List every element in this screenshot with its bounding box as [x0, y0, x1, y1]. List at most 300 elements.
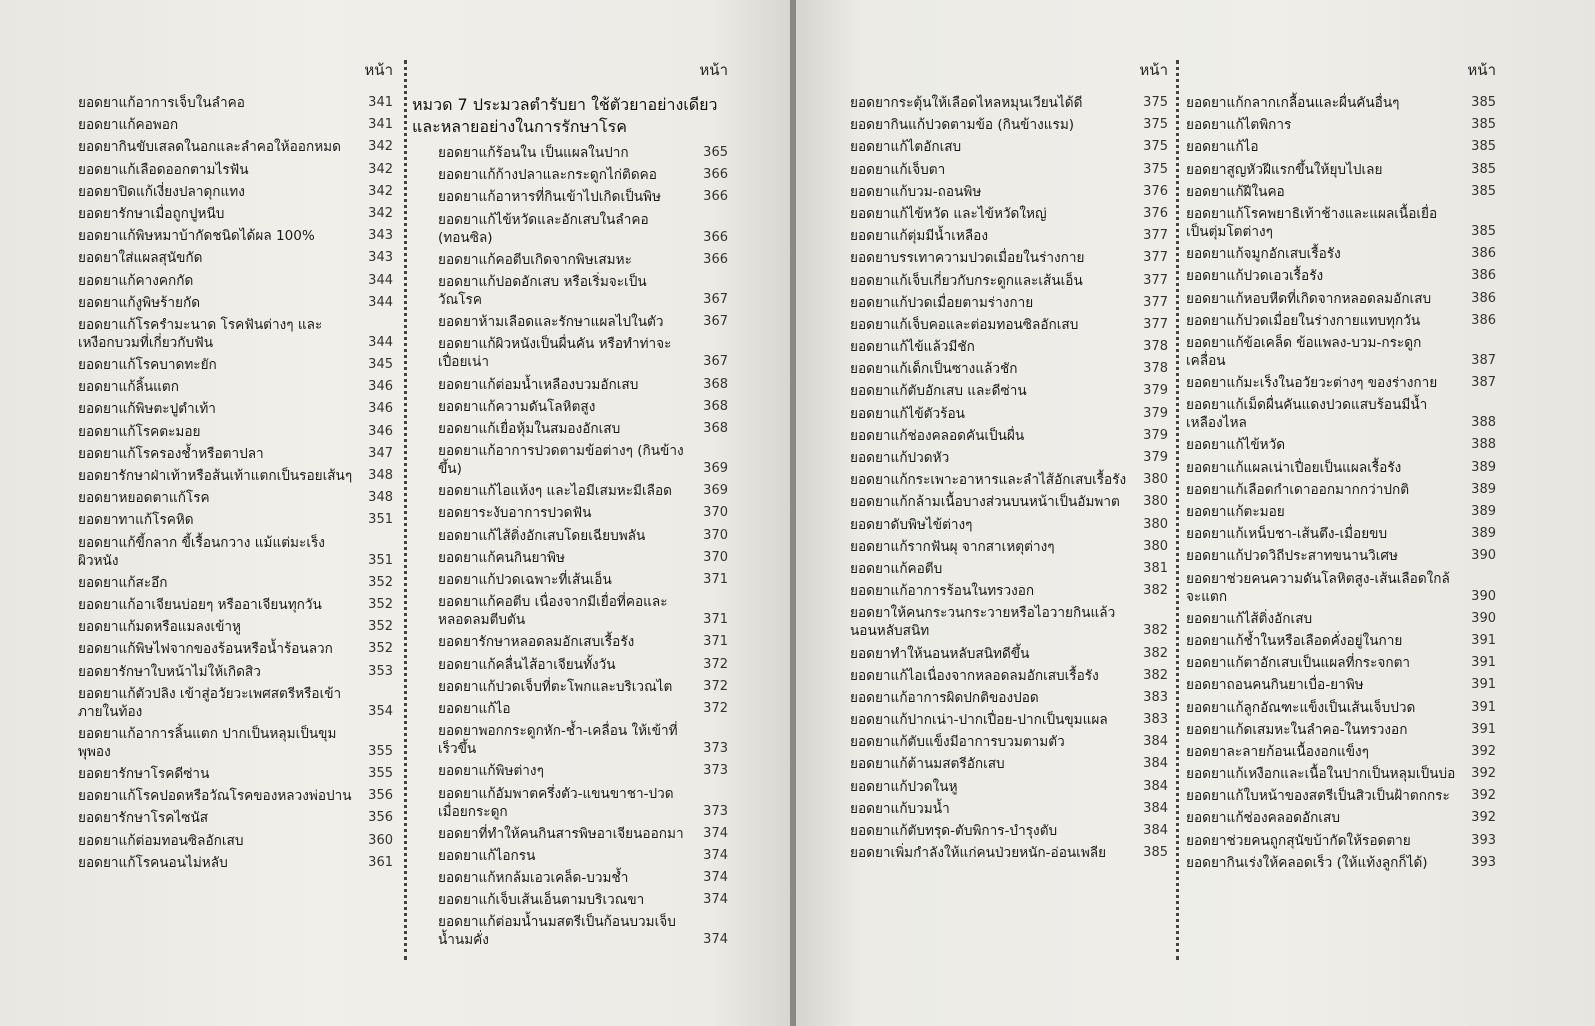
- toc-entry: [78, 618, 393, 636]
- toc-entry-page: 386: [1471, 290, 1496, 306]
- toc-entry-page: 346: [368, 401, 393, 417]
- toc-entry-title: ยอดยารักษาโรคดีซ่าน: [78, 766, 210, 783]
- toc-entry-title: ยอดยาแก้โรครำมะนาด โรคฟันต่างๆ และเหงือกบวมที่เกี่ยวกับฟัน: [78, 316, 323, 351]
- toc-entry-page: 366: [703, 251, 728, 267]
- toc-entry-title: ยอดยาแก้ปวดเอวเรื้อรัง: [1186, 268, 1324, 285]
- toc-entry-title: ยอดยาระงับอาการปวดฟัน: [438, 505, 592, 522]
- toc-entry-page: 374: [703, 892, 728, 908]
- toc-entry: [1186, 721, 1496, 739]
- toc-entry-page: 352: [368, 641, 393, 657]
- toc-entry-page: 343: [368, 250, 393, 266]
- toc-entry: [438, 376, 728, 394]
- toc-entry: [850, 294, 1168, 312]
- toc-entry-title: ยอดยากินขับเสลดในอกและลำคอให้ออกหมด: [78, 139, 341, 156]
- toc-entry-title: ยอดยาแก้บวม-ถอนพิษ: [850, 183, 982, 200]
- dotted-separator: [404, 60, 407, 960]
- toc-entry-title: ยอดยาแก้ความดันโลหิตสูง: [438, 398, 596, 415]
- toc-entry-page: 384: [1143, 778, 1168, 794]
- toc-entry-title: ยอดยาแก้ลิ้นแตก: [78, 379, 179, 396]
- toc-entry-page: 385: [1471, 161, 1496, 177]
- toc-entry-title: ยอดยาแก้ไข้ตัวร้อน: [850, 405, 965, 422]
- toc-entry-page: 391: [1471, 632, 1496, 648]
- toc-entry-title: ยอดยาแก้พิษหมาบ้ากัดชนิดได้ผล 100%: [78, 228, 315, 245]
- toc-entry: [78, 467, 393, 485]
- toc-entry-page: 391: [1471, 677, 1496, 693]
- toc-entry-title: ยอดยาแก้ปากเน่า-ปากเปื่อย-ปากเป็นขุมแผล: [850, 712, 1108, 729]
- toc-entry-page: 352: [368, 574, 393, 590]
- toc-entry-title: ยอดยาแก้ตัวปลิง เข้าสู่อวัยวะเพศสตรีหรือเข้าภายในท้อง: [78, 685, 342, 720]
- toc-entry-page: 355: [368, 743, 393, 759]
- toc-entry-page: 375: [1143, 161, 1168, 177]
- toc-entry-page: 382: [1143, 583, 1168, 599]
- toc-entry-title: ยอดยาแก้อาการเจ็บในลำคอ: [78, 95, 245, 111]
- toc-entry: [78, 663, 393, 681]
- toc-entry-page: 376: [1143, 183, 1168, 199]
- toc-entry-page: 366: [703, 189, 728, 205]
- toc-entry: [78, 685, 393, 721]
- toc-entry: [438, 504, 728, 522]
- toc-entry-page: 345: [368, 357, 393, 373]
- toc-entry-title: ยอดยาแก้กลากเกลื้อนและผื่นคันอื่นๆ: [1186, 95, 1400, 111]
- toc-entry-page: 391: [1471, 699, 1496, 715]
- toc-entry-title: ยอดยาดับพิษไข้ต่างๆ: [850, 516, 973, 533]
- toc-entry-title: ยอดยาแก้ปอดอักเสบ หรือเริ่มจะเป็นวัณโรค: [438, 273, 647, 308]
- toc-entry-page: 346: [368, 379, 393, 395]
- toc-entry-page: 361: [368, 854, 393, 870]
- toc-entry: [78, 272, 393, 290]
- toc-entry-page: 373: [703, 803, 728, 819]
- toc-entry: [850, 227, 1168, 245]
- toc-entry-page: 369: [703, 483, 728, 499]
- toc-entry-page: 371: [703, 572, 728, 587]
- toc-entry-title: ยอดยาแก้ปวดวิถีประสาทขนานวิเศษ: [1186, 548, 1399, 565]
- toc-entry: [850, 711, 1168, 729]
- toc-entry-page: 371: [703, 634, 728, 650]
- toc-entry-page: 377: [1143, 294, 1168, 310]
- toc-list: [850, 94, 1168, 866]
- toc-entry-title: ยอดยาแก้ไอเนื่องจากหลอดลมอักเสบเรื้อรัง: [850, 667, 1099, 684]
- toc-entry: [1186, 436, 1496, 454]
- toc-entry-title: ยอดยาแก้ไอแห้งๆ และไอมีเสมหะมีเลือด: [438, 483, 672, 500]
- toc-entry: [850, 161, 1168, 179]
- toc-entry: [1186, 290, 1496, 308]
- toc-entry: [850, 667, 1168, 685]
- toc-entry-page: 388: [1471, 437, 1496, 453]
- toc-entry-page: 343: [368, 228, 393, 244]
- toc-entry-title: ยอดยาแก้ปวดหัว: [850, 450, 950, 466]
- toc-entry-title: ยอดยาแก้แผลเน่าเปื่อยเป็นแผลเรื้อรัง: [1186, 459, 1402, 476]
- toc-entry-page: 375: [1143, 139, 1168, 155]
- toc-entry: [1186, 396, 1496, 432]
- toc-entry: [78, 511, 393, 529]
- toc-entry-page: 377: [1143, 272, 1168, 288]
- toc-entry-title: ยอดยาแก้เหงือกและเนื้อในปากเป็นหลุมเป็นบ่อ: [1186, 766, 1456, 783]
- toc-entry-page: 374: [703, 932, 728, 948]
- toc-entry: [78, 489, 393, 507]
- toc-entry-page: 371: [703, 612, 728, 628]
- toc-entry: [438, 913, 728, 949]
- toc-entry-title: ยอดยาแก้ปวดเมื่อยตามร่างกาย: [850, 294, 1034, 311]
- toc-entry-title: ยอดยารักษาใบหน้าไม่ให้เกิดสิว: [78, 663, 261, 680]
- toc-entry-page: 367: [703, 354, 728, 370]
- toc-entry-title: ยอดยาแก้มะเร็งในอวัยวะต่างๆ ของร่างกาย: [1186, 375, 1438, 392]
- toc-entry: [1186, 116, 1496, 134]
- toc-entry: [850, 645, 1168, 663]
- toc-entry: [850, 516, 1168, 534]
- toc-entry-page: 381: [1143, 560, 1168, 576]
- toc-entry-title: ยอดยาแก้เม็ดผื่นคันแดงปวดแสบร้อนมีน้ำเหลืองไหล: [1186, 397, 1428, 432]
- toc-entry: [850, 733, 1168, 751]
- toc-entry-page: 355: [368, 766, 393, 782]
- toc-entry-title: ยอดยาแก้ต่อมน้ำเหลืองบวมอักเสบ: [438, 376, 639, 393]
- toc-entry-title: ยอดยาแก้ตับทรุด-ตับพิการ-บำรุงตับ: [850, 823, 1058, 839]
- toc-entry-title: ยอดยาแก้ช่องคลอดคันเป็นผื่น: [850, 427, 1025, 444]
- toc-entry: [850, 560, 1168, 578]
- toc-entry-page: 366: [703, 167, 728, 183]
- toc-entry-page: 346: [368, 423, 393, 439]
- toc-entry: [850, 582, 1168, 600]
- toc-entry-title: ยอดยาแก้พิษไฟจากของร้อนหรือน้ำร้อนลวก: [78, 641, 333, 658]
- toc-entry-page: 391: [1471, 721, 1496, 737]
- toc-entry: [78, 423, 393, 441]
- toc-entry-page: 351: [368, 512, 393, 528]
- toc-entry: [1186, 525, 1496, 543]
- toc-entry: [78, 138, 393, 156]
- toc-entry-title: ยอดยาที่ทำให้คนกินสารพิษอาเจียนออกมา: [438, 825, 684, 842]
- toc-entry-title: ยอดยาแก้เด็กเป็นซางแล้วชัก: [850, 361, 1018, 378]
- toc-entry-title: ยอดยารักษาฝ่าเท้าหรือส้นเท้าแตกเป็นรอยเส้นๆ: [78, 468, 353, 484]
- toc-entry-title: ยอดยากระตุ้นให้เลือดไหลหมุนเวียนได้ดี: [850, 95, 1083, 111]
- toc-entry-title: ยอดยาแก้อัมพาตครึ่งตัว-แขนขาชา-ปวดเมื่อยกระดูก: [438, 785, 674, 820]
- toc-entry-page: 368: [703, 398, 728, 414]
- toc-entry-page: 372: [703, 678, 728, 694]
- toc-entry-title: ยอดยาแก้บวมน้ำ: [850, 800, 950, 817]
- toc-entry: [1186, 654, 1496, 672]
- toc-entry-title: ยอดยาถอนคนกินยาเบื่อ-ยาพิษ: [1186, 677, 1364, 694]
- toc-entry-page: 390: [1471, 548, 1496, 564]
- toc-entry-page: 380: [1143, 472, 1168, 488]
- toc-entry-title: ยอดยาแก้เจ็บตา: [850, 161, 946, 178]
- toc-entry: [1186, 809, 1496, 827]
- toc-entry-title: ยอดยาห้ามเลือดและรักษาแผลไปในตัว: [438, 314, 664, 331]
- toc-entry: [850, 405, 1168, 423]
- toc-entry-title: ยอดยาแก้ตับอักเสบ และดีซ่าน: [850, 383, 1027, 400]
- toc-entry-page: 354: [368, 703, 393, 719]
- toc-entry: [438, 166, 728, 184]
- toc-entry-page: 342: [368, 161, 393, 177]
- dotted-separator: [1176, 60, 1179, 960]
- toc-entry: [850, 689, 1168, 707]
- toc-entry: [438, 869, 728, 887]
- toc-entry: [850, 755, 1168, 773]
- toc-entry: [1186, 743, 1496, 761]
- toc-entry-title: ยอดยารักษาโรคไซนัส: [78, 810, 209, 827]
- toc-entry: [438, 482, 728, 500]
- toc-entry: [850, 800, 1168, 818]
- toc-entry: [438, 571, 728, 589]
- toc-entry-title: ยอดยาแก้เยื่อหุ้มในสมองอักเสบ: [438, 420, 621, 437]
- toc-entry-page: 341: [368, 95, 393, 110]
- toc-entry-page: 377: [1143, 316, 1168, 332]
- toc-list: [412, 94, 728, 954]
- toc-entry-title: ยอดยาแก้ข้อเคล็ด ข้อแพลง-บวม-กระดูกเคลื่อน: [1186, 334, 1422, 369]
- toc-entry: [78, 725, 393, 761]
- toc-entry-page: 386: [1471, 246, 1496, 262]
- toc-entry: [438, 335, 728, 371]
- toc-entry-page: 385: [1471, 183, 1496, 199]
- toc-entry-page: 373: [703, 741, 728, 757]
- toc-entry-page: 382: [1143, 667, 1168, 683]
- toc-entry: [78, 854, 393, 872]
- toc-entry-page: 383: [1143, 689, 1168, 705]
- toc-entry-page: 373: [703, 763, 728, 779]
- toc-entry-page: 356: [368, 810, 393, 826]
- toc-entry-title: ยอดยารักษาเมื่อถูกปูหนีบ: [78, 205, 225, 222]
- toc-entry: [850, 249, 1168, 267]
- toc-entry-title: ยอดยาแก้ช่องคลอดอักเสบ: [1186, 810, 1340, 827]
- toc-entry: [1186, 267, 1496, 285]
- toc-entry-title: ยอดยาแก้ปวดเจ็บที่ตะโพกและบริเวณไต: [438, 678, 673, 695]
- toc-entry: [850, 538, 1168, 556]
- toc-entry: [438, 593, 728, 629]
- toc-entry-page: 341: [368, 117, 393, 133]
- toc-entry-title: ยอดยาแก้ไข้แล้วมีชัก: [850, 339, 975, 356]
- toc-entry-title: ยอดยาแก้เลือดกำเดาออกมากกว่าปกติ: [1186, 481, 1410, 498]
- toc-entry-title: ยอดยาแก้ช้ำในหรือเลือดคั่งอยู่ในกาย: [1186, 632, 1403, 649]
- toc-entry-page: 366: [703, 229, 728, 245]
- toc-entry-page: 392: [1471, 810, 1496, 826]
- toc-entry-title: ยอดยารักษาหลอดลมอักเสบเรื้อรัง: [438, 634, 635, 651]
- toc-entry: [438, 722, 728, 758]
- toc-entry: [78, 832, 393, 850]
- toc-entry-page: 389: [1471, 459, 1496, 475]
- toc-entry: [438, 398, 728, 416]
- toc-entry-page: 379: [1143, 405, 1168, 421]
- toc-entry: [850, 844, 1168, 862]
- toc-entry-title: ยอดยาทำให้นอนหลับสนิทดีขึ้น: [850, 645, 1030, 662]
- toc-entry-title: ยอดยาแก้รากฟันผุ จากสาเหตุต่างๆ: [850, 538, 1055, 555]
- toc-entry-title: ยอดยาแก้สะอึก: [78, 574, 168, 591]
- toc-entry-title: ยอดยาแก้ตับแข็งมีอาการบวมตามตัว: [850, 734, 1065, 751]
- toc-entry-title: ยอดยาปิดแก้เงี่ยงปลาดุกแทง: [78, 183, 245, 200]
- toc-entry: [850, 822, 1168, 840]
- toc-entry-page: 344: [368, 334, 393, 350]
- toc-entry-title: ยอดยาแก้เลือดออกตามไรฟัน: [78, 161, 249, 178]
- toc-entry: [1186, 787, 1496, 805]
- toc-entry-title: ยอดยาแก้ตะมอย: [1186, 504, 1285, 520]
- toc-entry: [438, 211, 728, 247]
- toc-entry: [438, 656, 728, 674]
- toc-entry-page: 348: [368, 490, 393, 506]
- toc-entry-page: 378: [1143, 361, 1168, 377]
- toc-entry: [78, 227, 393, 245]
- toc-entry: [438, 251, 728, 269]
- toc-entry-title: ยอดยาแก้ตุ่มมีน้ำเหลือง: [850, 228, 988, 245]
- toc-entry-title: ยอดยาแก้อาหารที่กินเข้าไปเกิดเป็นพิษ: [438, 189, 661, 206]
- page-header-label: หน้า: [364, 61, 393, 79]
- toc-entry: [850, 604, 1168, 640]
- toc-entry-title: ยอดยาแก้โรครองช้ำหรือตาปลา: [78, 445, 264, 462]
- toc-entry-title: ยอดยาแก้ขี้กลาก ขี้เรื้อนกวาง แม้แต่มะเร็งผิวหนัง: [78, 534, 325, 569]
- toc-entry: [850, 449, 1168, 467]
- toc-entry: [850, 183, 1168, 201]
- toc-entry-page: 356: [368, 788, 393, 804]
- toc-entry-title: ยอดยาแก้โรคบาดทะยัก: [78, 357, 217, 374]
- toc-entry-title: ยอดยาแก้คางคกกัด: [78, 272, 194, 289]
- toc-entry-title: ยอดยาแก้โรคปอดหรือวัณโรคของหลวงพ่อปาน: [78, 788, 352, 805]
- toc-entry: [850, 338, 1168, 356]
- toc-entry-title: ยอดยาแก้ดเสมหะในลำคอ-ในทรวงอก: [1186, 721, 1408, 738]
- toc-entry-title: ยอดยาแก้มดหรือแมลงเข้าหู: [78, 619, 241, 636]
- toc-entry: [78, 249, 393, 267]
- toc-entry: [850, 427, 1168, 445]
- left-page: [0, 0, 790, 1026]
- toc-entry-page: 367: [703, 314, 728, 330]
- toc-entry: [438, 273, 728, 309]
- toc-entry-title: ยอดยาแก้ไส้ติ่งอักเสบโดยเฉียบพลัน: [438, 527, 646, 544]
- toc-entry: [1186, 245, 1496, 263]
- toc-entry: [78, 640, 393, 658]
- toc-entry-page: 353: [368, 663, 393, 679]
- toc-entry: [438, 549, 728, 567]
- toc-entry-page: 370: [703, 505, 728, 521]
- toc-entry-title: ยอดยาแก้พิษตะปูตำเท้า: [78, 401, 216, 418]
- toc-entry: [1186, 481, 1496, 499]
- toc-entry-title: ยอดยาแก้อาการลิ้นแตก ปากเป็นหลุมเป็นขุมพุพอง: [78, 725, 337, 760]
- right-page: [796, 0, 1595, 1026]
- toc-entry: [78, 94, 393, 112]
- toc-entry-title: ยอดยาแก้ไตพิการ: [1186, 117, 1292, 134]
- toc-entry-title: ยอดยาสูญหัวฝีแรกขึ้นให้ยุบไปเลย: [1186, 161, 1383, 178]
- toc-entry-title: ยอดยาช่วยคนความดันโลหิตสูง-เส้นเลือดใกล้จะแตก: [1186, 570, 1450, 605]
- toc-entry-page: 384: [1143, 734, 1168, 750]
- toc-entry-page: 392: [1471, 788, 1496, 804]
- toc-entry: [1186, 765, 1496, 783]
- toc-entry-title: ยอดยาแก้เหน็บชา-เส้นตึง-เมื่อยขบ: [1186, 526, 1388, 543]
- toc-entry: [1186, 632, 1496, 650]
- toc-entry-page: 385: [1471, 117, 1496, 133]
- toc-entry-page: 347: [368, 445, 393, 461]
- toc-entry: [438, 825, 728, 843]
- toc-entry-page: 391: [1471, 655, 1496, 671]
- toc-entry-title: ยอดยาแก้ไอกรน: [438, 847, 536, 864]
- toc-entry-title: ยอดยาแก้ต่อมน้ำนมสตรีเป็นก้อนบวมเจ็บ น้ำนมคั่ง: [438, 914, 676, 949]
- toc-entry: [78, 400, 393, 418]
- toc-entry-title: ยอดยาแก้ไอ: [1186, 139, 1259, 156]
- toc-entry: [438, 188, 728, 206]
- toc-entry: [438, 527, 728, 545]
- page-header-label: หน้า: [699, 61, 728, 79]
- toc-entry: [1186, 334, 1496, 370]
- toc-entry-title: ยอดยาแก้ปวดในหู: [850, 778, 958, 795]
- toc-entry: [1186, 503, 1496, 521]
- toc-entry-page: 351: [368, 552, 393, 568]
- toc-entry: [1186, 676, 1496, 694]
- toc-entry-title: ยอดยาแก้เจ็บเส้นเอ็นตามบริเวณขา: [438, 892, 645, 909]
- toc-entry-title: ยอดยาแก้ใบหน้าของสตรีเป็นสิวเป็นฝ้าตกกระ: [1186, 788, 1450, 805]
- toc-entry-title: ยอดยาทาแก้โรคหิด: [78, 512, 194, 529]
- toc-entry-page: 389: [1471, 481, 1496, 497]
- toc-entry-title: ยอดยาแก้ตาอักเสบเป็นแผลที่กระจกตา: [1186, 655, 1411, 672]
- toc-entry: [438, 313, 728, 331]
- toc-entry-page: 377: [1143, 250, 1168, 266]
- toc-entry: [1186, 205, 1496, 241]
- toc-entry-page: 387: [1471, 352, 1496, 368]
- toc-entry-page: 385: [1471, 139, 1496, 155]
- toc-entry-title: ยอดยาแก้งูพิษร้ายกัด: [78, 294, 201, 311]
- toc-entry: [438, 442, 728, 478]
- toc-entry-title: ยอดยาแก้ปวดเมื่อยในร่างกายแทบทุกวัน: [1186, 312, 1421, 329]
- toc-entry-page: 342: [368, 183, 393, 199]
- toc-entry-title: ยอดยาแก้เจ็บเกี่ยวกับกระดูกและเส้นเอ็น: [850, 272, 1083, 289]
- toc-entry-title: ยอดยาแก้คอตีบเกิดจากพิษเสมหะ: [438, 251, 632, 268]
- toc-entry: [850, 493, 1168, 511]
- toc-entry-page: 390: [1471, 610, 1496, 626]
- toc-entry-title: ยอดยาแก้ลูกอัณฑะแข็งเป็นเส้นเจ็บปวด: [1186, 699, 1416, 716]
- toc-entry-page: 383: [1143, 712, 1168, 728]
- toc-entry: [850, 471, 1168, 489]
- toc-entry: [1186, 854, 1496, 872]
- toc-entry: [1186, 183, 1496, 201]
- toc-entry-page: 342: [368, 139, 393, 155]
- toc-entry: [850, 94, 1168, 112]
- toc-entry: [850, 316, 1168, 334]
- toc-sublist: [412, 144, 728, 949]
- toc-entry-page: 375: [1143, 95, 1168, 110]
- toc-entry-title: ยอดยาแก้อาเจียนบ่อยๆ หรืออาเจียนทุกวัน: [78, 596, 322, 613]
- toc-entry-page: 379: [1143, 450, 1168, 465]
- toc-entry-page: 389: [1471, 504, 1496, 519]
- toc-entry-title: ยอดยาแก้ไข้หวัดและอักเสบในลำคอ (ทอนซิล): [438, 211, 649, 246]
- toc-entry: [78, 445, 393, 463]
- toc-entry: [1186, 547, 1496, 565]
- toc-entry-page: 375: [1143, 117, 1168, 133]
- toc-entry: [438, 762, 728, 780]
- toc-entry-page: 379: [1143, 383, 1168, 399]
- toc-entry-page: 384: [1143, 800, 1168, 816]
- toc-entry: [438, 144, 728, 162]
- toc-entry-title: ยอดยาแก้อาการร้อนในทรวงอก: [850, 583, 1035, 600]
- toc-entry: [78, 378, 393, 396]
- toc-entry-page: 342: [368, 205, 393, 221]
- toc-entry-page: 372: [703, 656, 728, 672]
- toc-entry-title: ยอดยาแก้ร้อนใน เป็นแผลในปาก: [438, 145, 629, 161]
- toc-entry-page: 360: [368, 832, 393, 848]
- toc-entry-title: ยอดยาแก้โรคนอนไม่หลับ: [78, 854, 228, 871]
- page-header-label: หน้า: [1139, 61, 1168, 79]
- toc-entry-page: 384: [1143, 823, 1168, 838]
- toc-entry: [78, 183, 393, 201]
- toc-entry-title: ยอดยาแก้คลื่นไส้อาเจียนทั้งวัน: [438, 656, 616, 673]
- toc-entry: [78, 316, 393, 352]
- toc-entry-title: ยอดยาแก้พิษต่างๆ: [438, 763, 544, 780]
- toc-entry-page: 378: [1143, 339, 1168, 355]
- toc-entry: [1186, 161, 1496, 179]
- toc-entry-title: ยอดยาแก้คนกินยาพิษ: [438, 549, 565, 566]
- toc-entry-page: 344: [368, 294, 393, 310]
- toc-entry-title: ยอดยาแก้ต่อมทอนซิลอักเสบ: [78, 832, 244, 849]
- toc-entry-page: 392: [1471, 743, 1496, 759]
- toc-entry: [850, 360, 1168, 378]
- toc-entry-title: ยอดยาแก้ไข้หวัด: [1186, 437, 1286, 454]
- toc-entry: [78, 294, 393, 312]
- toc-entry-title: ยอดยาเพิ่มกำลังให้แก่คนป่วยหนัก-อ่อนเพลีย: [850, 845, 1107, 862]
- toc-entry-title: ยอดยาแก้หกล้มเอวเคล็ด-บวมช้ำ: [438, 870, 629, 887]
- toc-entry-title: ยอดยาแก้เจ็บคอและต่อมทอนซิลอักเสบ: [850, 316, 1079, 333]
- toc-entry-title: ยอดยาแก้อาการปวดตามข้อต่างๆ (กินข้างขึ้น): [438, 443, 684, 478]
- toc-entry-page: 386: [1471, 268, 1496, 284]
- toc-entry-page: 367: [703, 291, 728, 307]
